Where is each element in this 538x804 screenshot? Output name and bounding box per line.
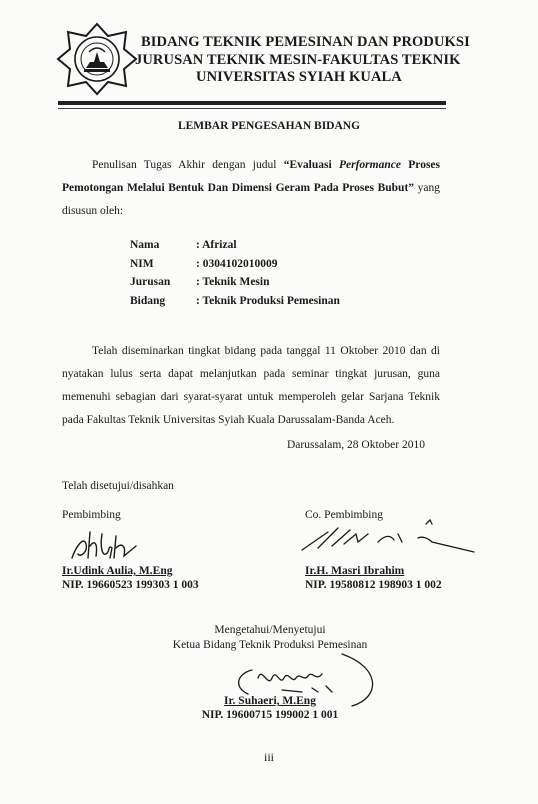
thesis-title-start: “Evaluasi — [283, 159, 339, 171]
info-label: Jurusan — [130, 276, 171, 289]
supervisor-signature — [66, 526, 146, 564]
info-label: NIM — [130, 257, 154, 270]
statement-paragraph: Telah diseminarkan tingkat bidang pada tanggal 11 Oktober 2010 dan di nyatakan lulus serta dapat melanjutkan pada seminar tingkat jurusan, guna memenuhi sebagian dari syarat-syarat untuk memperoleh gelar Sarjana Teknik pada Fakultas Teknik Universitas Syiah Kuala Darussalam-Banda Aceh. — [62, 345, 440, 426]
header-rule-thick — [58, 101, 446, 105]
intro-paragraph — [62, 154, 440, 223]
head-role: Ketua Bidang Teknik Produksi Pemesinan — [172, 639, 368, 651]
page-number: iii — [263, 750, 274, 764]
student-info-row — [130, 292, 340, 311]
document-title: LEMBAR PENGESAHAN BIDANG — [177, 120, 361, 132]
intro-suffix: yang disusun oleh: — [62, 182, 441, 217]
approved-label: Telah disetujui/disahkan — [62, 480, 174, 492]
thesis-title-end: Proses Pemotongan Melalui Bentuk Dan Dimensi Geram Pada Proses Bubut” — [62, 159, 440, 194]
info-value: : 0304102010009 — [196, 257, 278, 270]
info-label: Nama — [130, 239, 160, 252]
co-supervisor-role: Co. Pembimbing — [305, 509, 383, 521]
acknowledged-label: Mengetahui/Menyetujui — [214, 624, 326, 636]
thesis-title-italic: Performance — [339, 159, 401, 171]
head-name-wrap — [120, 695, 420, 707]
supervisor-role: Pembimbing — [62, 509, 121, 521]
student-info-table — [130, 236, 340, 310]
header-rule-thin — [58, 108, 446, 109]
co-supervisor-nip: NIP. 19580812 198903 1 002 — [305, 579, 442, 591]
intro-prefix: Penulisan Tugas Akhir dengan judul — [92, 159, 284, 171]
institution-line-3: UNIVERSITAS SYIAH KUALA — [196, 69, 402, 85]
info-value: : Teknik Produksi Pemesinan — [196, 294, 340, 307]
supervisor-name: Ir.Udink Aulia, M.Eng — [62, 565, 173, 577]
head-name: Ir. Suhaeri, M.Eng — [224, 695, 316, 707]
head-nip: NIP. 19600715 199002 1 001 — [201, 709, 339, 721]
institution-line-2: JURUSAN TEKNIK MESIN-FAKULTAS TEKNIK — [135, 52, 461, 68]
info-label: Bidang — [130, 294, 166, 307]
info-value: : Teknik Mesin — [196, 276, 270, 289]
supervisor-nip: NIP. 19660523 199303 1 003 — [62, 579, 199, 591]
student-info-row — [130, 255, 340, 274]
place-date: Darussalam, 28 Oktober 2010 — [287, 439, 425, 451]
co-supervisor-name: Ir.H. Masri Ibrahim — [305, 565, 405, 577]
institution-line-1: BIDANG TEKNIK PEMESINAN DAN PRODUKSI — [141, 34, 470, 50]
student-info-row — [130, 236, 340, 255]
university-logo-icon — [56, 22, 138, 96]
student-info-row — [130, 273, 340, 292]
co-supervisor-signature — [298, 512, 478, 560]
info-value: : Afrizal — [196, 239, 237, 252]
